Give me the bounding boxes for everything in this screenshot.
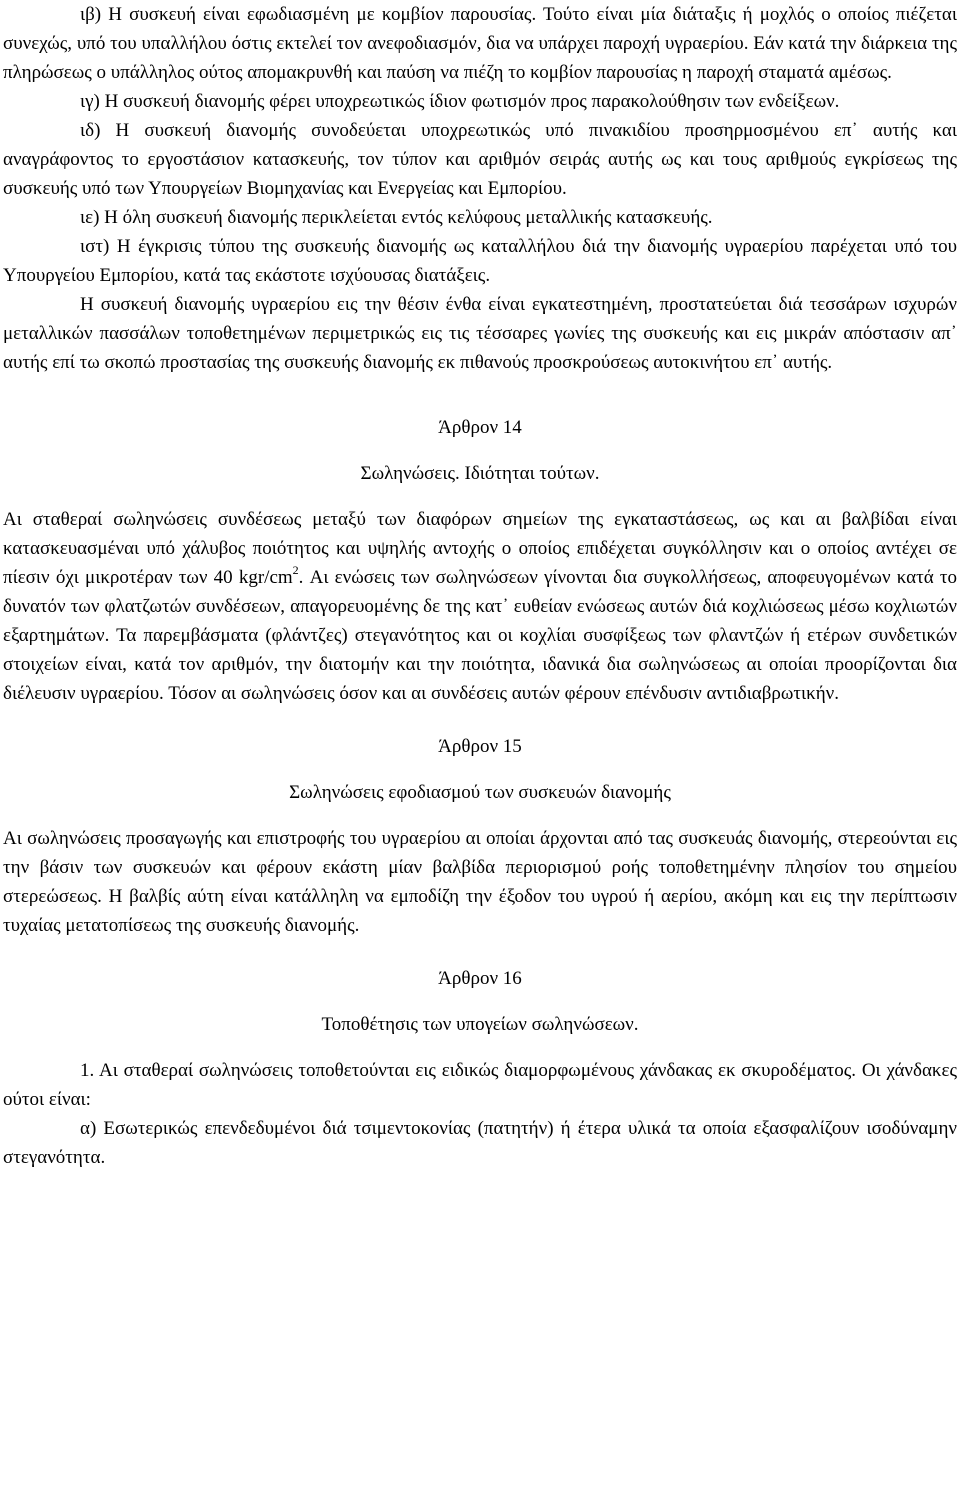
- superscript-exponent: 2: [292, 562, 299, 577]
- article-16-paragraph-1: 1. Αι σταθεραί σωληνώσεις τοποθετούνται εις ειδικώς διαμορφωμένους χάνδακας εκ σκυροδέματος. Οι χάνδακες ούτοι είναι:: [3, 1060, 957, 1110]
- article-15-heading: Άρθρον 15: [438, 736, 522, 757]
- paragraph-item-epsilon: ιε) Η όλη συσκευή διανομής περικλείεται εντός κελύφους μεταλλικής κατασκευής.: [80, 207, 713, 228]
- paragraph-item-gamma: ιγ) Η συσκευή διανομής φέρει υποχρεωτικώς ίδιον φωτισμόν προς παρακολούθησιν των ενδείξεων.: [80, 91, 840, 112]
- article-14-title: Σωληνώσεις. Ιδιότηται τούτων.: [360, 463, 600, 484]
- article-15-title: Σωληνώσεις εφοδιασμού των συσκευών διανομής: [289, 782, 671, 803]
- paragraph-item-delta: ιδ) Η συσκευή διανομής συνοδεύεται υποχρεωτικώς υπό πινακιδίου προσηρμοσμένου επ᾽ αυτής και αναγράφοντος το εργοστάσιον κατασκευής, τον τύπον και αριθμόν σειράς αυτής ως και τους αριθμούς εγκρίσεως της συσκευής υπό των Υπουργείων Βιομηχανίας και Ενεργείας και Εμπορίου.: [3, 120, 957, 199]
- article-14-body: [3, 505, 957, 708]
- article-16-heading: Άρθρον 16: [438, 968, 522, 989]
- article-14-heading: Άρθρον 14: [438, 417, 522, 438]
- article-15-body: Αι σωληνώσεις προσαγωγής και επιστροφής του υγραερίου αι οποίαι άρχονται από τας συσκευάς διανομής, στερεούνται εις την βάσιν των συσκευών και φέρουν εκάστη μίαν βαλβίδα περιορισμού ροής τοποθετημένην πλησίον του σημείου στερεώσεως. Η βαλβίς αύτη είναι κατάλληλη να εμποδίζη την έξοδον του υγρού ή αερίου, ακόμη και εις την περίπτωσιν τυχαίας μετατοπίσεως της συσκευής διανομής.: [3, 828, 957, 936]
- paragraph-item-st: ιστ) Η έγκρισις τύπου της συσκευής διανομής ως καταλλήλου διά την διανομής υγραερίου παρέχεται υπό του Υπουργείου Εμπορίου, κατά τας εκάστοτε ισχύουσας διατάξεις.: [3, 236, 957, 286]
- article-14-body-text-b: . Αι ενώσεις των σωληνώσεων γίνονται δια συγκολλήσεως, αποφευγομένων κατά το δυνατόν των φλατζωτών συνδέσεων, απαγορευομένης δε της κατ᾽ ευθείαν ενώσεως αυτών διά κοχλιώσεως μέσω κοχλιωτών εξαρτημάτων. Τα παρεμβάσματα (φλάντζες) στεγανότητος και οι κοχλίαι συσφίξεως των φλαντζών ή ετέρων συνδετικών στοιχείων είναι, κατά τον αριθμόν, την διατομήν και την ποιότητα, ιδανικά δια σωληνώσεως αι οποίαι προορίζονται δια διέλευσιν υγραερίου. Τόσον αι σωληνώσεις όσον και αι συνδέσεις αυτών φέρουν επένδυσιν αντιδιαβρωτικήν.: [3, 567, 957, 704]
- article-16-item-a: α) Εσωτερικώς επενδεδυμένοι διά τσιμεντοκονίας (πατητήν) ή έτερα υλικά τα οποία εξασφαλίζουν ισοδύναμην στεγανότητα.: [3, 1118, 957, 1168]
- paragraph-protection: Η συσκευή διανομής υγραερίου εις την θέσιν ένθα είναι εγκατεστημένη, προστατεύεται διά τεσσάρων ισχυρών μεταλλικών πασσάλων τοποθετημένων περιμετρικώς εις τις τέσσαρες γωνίες της συσκευής και εις μικράν απόστασιν απ᾽ αυτής επί τω σκοπώ προστασίας της συσκευής διανομής εκ πιθανούς προσκρούσεως αυτοκινήτου επ᾽ αυτής.: [3, 294, 957, 373]
- article-14-body-text-a: Αι σταθεραί σωληνώσεις συνδέσεως μεταξύ των διαφόρων σημείων της εγκαταστάσεως, ως και αι βαλβίδαι είναι κατασκευασμέναι υπό χάλυβος ποιότητος και υψηλής αντοχής ο οποίος επιδέχεται συγκόλλησιν και ο οποίος αντέχει σε πίεσιν όχι μικροτέραν των 40 kgr/cm: [3, 509, 957, 588]
- article-16-title: Τοποθέτησις των υπογείων σωληνώσεων.: [321, 1014, 639, 1035]
- paragraph-item-beta: ιβ) Η συσκευή είναι εφωδιασμένη με κομβίον παρουσίας. Τούτο είναι μία διάταξις ή μοχλός ο οποίος πιέζεται συνεχώς, υπό του υπαλλήλου όστις εκτελεί τον ανεφοδιασμόν, δια να υπάρχει παροχή υγραερίου. Εάν κατά την διάρκεια της πληρώσεως ο υπάλληλος ούτος απομακρυνθή και παύση να πιέζη το κομβίον παρουσίας η παροχή σταματά αμέσως.: [3, 4, 957, 83]
